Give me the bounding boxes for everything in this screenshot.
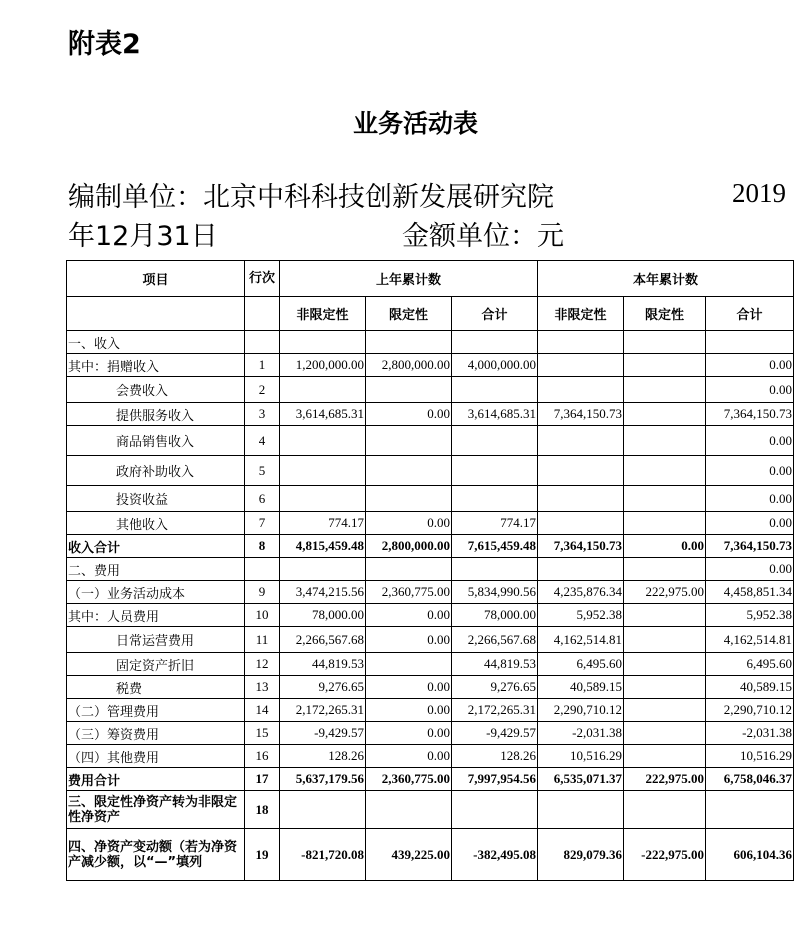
amount-cell (706, 331, 794, 354)
amount-cell: 0.00 (366, 512, 452, 535)
amount-cell: 128.26 (452, 745, 538, 768)
amount-cell: 6,495.60 (706, 653, 794, 676)
table-row (67, 331, 794, 354)
amount-cell (280, 791, 366, 829)
table-row (67, 558, 794, 581)
header-prev-unrestricted: 非限定性 (280, 297, 366, 331)
amount-cell: 0.00 (624, 535, 706, 558)
row-line-no: 3 (245, 403, 280, 426)
header-this-year: 本年累计数 (538, 261, 794, 297)
table-row (67, 604, 794, 627)
amount-cell: 0.00 (366, 745, 452, 768)
row-line-no: 19 (245, 829, 280, 881)
amount-cell: 4,162,514.81 (706, 627, 794, 653)
amount-cell (452, 377, 538, 403)
amount-cell: 7,364,150.73 (538, 403, 624, 426)
amount-cell: 6,535,071.37 (538, 768, 624, 791)
row-line-no: 4 (245, 426, 280, 456)
amount-cell (366, 377, 452, 403)
table-row (67, 722, 794, 745)
amount-cell: -2,031.38 (538, 722, 624, 745)
amount-cell: 2,266,567.68 (280, 627, 366, 653)
amount-cell (624, 456, 706, 486)
amount-cell: 774.17 (280, 512, 366, 535)
amount-cell: 40,589.15 (706, 676, 794, 699)
amount-cell: 4,235,876.34 (538, 581, 624, 604)
amount-cell (366, 558, 452, 581)
amount-cell (538, 377, 624, 403)
amount-cell (624, 354, 706, 377)
row-label: 二、费用 (67, 558, 245, 581)
amount-cell: 0.00 (366, 403, 452, 426)
amount-cell: 439,225.00 (366, 829, 452, 881)
row-label: （一）业务活动成本 (67, 581, 245, 604)
amount-cell (624, 676, 706, 699)
header-blank (67, 297, 245, 331)
row-label: 商品销售收入 (67, 426, 245, 456)
amount-cell (452, 558, 538, 581)
amount-cell (280, 377, 366, 403)
amount-cell: 7,364,150.73 (706, 403, 794, 426)
row-line-no: 5 (245, 456, 280, 486)
amount-cell: 0.00 (706, 512, 794, 535)
amount-cell: 5,834,990.56 (452, 581, 538, 604)
amount-cell (452, 331, 538, 354)
amount-cell: 4,815,459.48 (280, 535, 366, 558)
amount-cell (538, 558, 624, 581)
row-line-no: 7 (245, 512, 280, 535)
row-label: 其中：捐赠收入 (67, 354, 245, 377)
amount-cell: -222,975.00 (624, 829, 706, 881)
amount-cell: 10,516.29 (706, 745, 794, 768)
amount-cell: -9,429.57 (280, 722, 366, 745)
row-label: 提供服务收入 (67, 403, 245, 426)
amount-cell (624, 558, 706, 581)
row-line-no (245, 558, 280, 581)
amount-cell (366, 653, 452, 676)
row-line-no: 6 (245, 486, 280, 512)
amount-cell: 128.26 (280, 745, 366, 768)
amount-cell (452, 486, 538, 512)
amount-cell (452, 456, 538, 486)
amount-cell (366, 791, 452, 829)
amount-cell (280, 426, 366, 456)
table-row (67, 699, 794, 722)
amount-cell: 0.00 (366, 699, 452, 722)
amount-cell: -2,031.38 (706, 722, 794, 745)
table-row (67, 486, 794, 512)
row-line-no: 11 (245, 627, 280, 653)
amount-cell: 3,614,685.31 (280, 403, 366, 426)
amount-cell: 7,364,150.73 (538, 535, 624, 558)
amount-cell: 829,079.36 (538, 829, 624, 881)
row-label: 日常运营费用 (67, 627, 245, 653)
activity-table (66, 260, 794, 881)
amount-cell: 0.00 (706, 426, 794, 456)
amount-cell (538, 486, 624, 512)
amount-cell: 222,975.00 (624, 581, 706, 604)
amount-cell: 40,589.15 (538, 676, 624, 699)
amount-cell (624, 486, 706, 512)
amount-cell (452, 426, 538, 456)
header-this-restricted: 限定性 (624, 297, 706, 331)
amount-cell (624, 377, 706, 403)
amount-cell: -382,495.08 (452, 829, 538, 881)
amount-cell: 3,614,685.31 (452, 403, 538, 426)
amount-cell: 606,104.36 (706, 829, 794, 881)
table-row (67, 512, 794, 535)
amount-cell: 2,290,710.12 (706, 699, 794, 722)
amount-cell (538, 426, 624, 456)
header-this-total: 合计 (706, 297, 794, 331)
amount-cell (366, 486, 452, 512)
table-row (67, 676, 794, 699)
amount-cell: 2,360,775.00 (366, 581, 452, 604)
amount-cell: 9,276.65 (280, 676, 366, 699)
amount-cell: 78,000.00 (280, 604, 366, 627)
amount-cell (366, 456, 452, 486)
amount-cell: 7,615,459.48 (452, 535, 538, 558)
amount-unit: 金额单位：元 (402, 221, 564, 252)
table-row (67, 581, 794, 604)
amount-cell (624, 653, 706, 676)
row-line-no: 8 (245, 535, 280, 558)
row-line-no: 10 (245, 604, 280, 627)
table-row (67, 426, 794, 456)
amount-cell: 2,800,000.00 (366, 535, 452, 558)
table-row (67, 377, 794, 403)
row-label: 一、收入 (67, 331, 245, 354)
amount-cell: 44,819.53 (280, 653, 366, 676)
header-prev-restricted: 限定性 (366, 297, 452, 331)
amount-cell (452, 791, 538, 829)
amount-cell (624, 627, 706, 653)
table-row (67, 791, 794, 829)
header-line-no: 行次 (245, 261, 280, 297)
report-year: 2019 (732, 178, 786, 208)
amount-cell: 0.00 (706, 486, 794, 512)
table-row (67, 354, 794, 377)
amount-cell: 1,200,000.00 (280, 354, 366, 377)
amount-cell: 222,975.00 (624, 768, 706, 791)
amount-cell: 0.00 (366, 722, 452, 745)
row-line-no: 12 (245, 653, 280, 676)
row-line-no: 2 (245, 377, 280, 403)
amount-cell (624, 791, 706, 829)
row-label: 收入合计 (67, 535, 245, 558)
amount-cell: 0.00 (366, 604, 452, 627)
amount-cell (624, 403, 706, 426)
row-line-no: 1 (245, 354, 280, 377)
amount-cell: 2,172,265.31 (452, 699, 538, 722)
amount-cell (624, 426, 706, 456)
row-label: 四、净资产变动额（若为净资产减少额，以“—”填列 (67, 829, 245, 881)
amount-cell: 5,952.38 (538, 604, 624, 627)
amount-cell (706, 791, 794, 829)
amount-cell: 7,364,150.73 (706, 535, 794, 558)
amount-cell: 9,276.65 (452, 676, 538, 699)
amount-cell (624, 512, 706, 535)
header-prev-year: 上年累计数 (280, 261, 538, 297)
table-row (67, 768, 794, 791)
table-row (67, 403, 794, 426)
amount-cell: 78,000.00 (452, 604, 538, 627)
amount-cell: 2,360,775.00 (366, 768, 452, 791)
attachment-label: 附表2 (68, 29, 141, 60)
amount-cell: 0.00 (706, 377, 794, 403)
row-label: 会费收入 (67, 377, 245, 403)
amount-cell: 6,758,046.37 (706, 768, 794, 791)
amount-cell: 0.00 (366, 627, 452, 653)
header-prev-total: 合计 (452, 297, 538, 331)
row-line-no (245, 331, 280, 354)
amount-cell: 4,458,851.34 (706, 581, 794, 604)
amount-cell (624, 745, 706, 768)
row-label: 其他收入 (67, 512, 245, 535)
row-label: （二）管理费用 (67, 699, 245, 722)
row-line-no: 18 (245, 791, 280, 829)
report-date: 年12月31日 (68, 221, 218, 252)
amount-cell (538, 512, 624, 535)
header-this-unrestricted: 非限定性 (538, 297, 624, 331)
amount-cell (624, 699, 706, 722)
amount-cell (280, 456, 366, 486)
table-row (67, 535, 794, 558)
row-line-no: 14 (245, 699, 280, 722)
amount-cell: 0.00 (706, 558, 794, 581)
amount-cell: 10,516.29 (538, 745, 624, 768)
row-line-no: 16 (245, 745, 280, 768)
amount-cell: -821,720.08 (280, 829, 366, 881)
amount-cell: 4,000,000.00 (452, 354, 538, 377)
row-label: （四）其他费用 (67, 745, 245, 768)
amount-cell: 7,997,954.56 (452, 768, 538, 791)
row-label: 其中：人员费用 (67, 604, 245, 627)
amount-cell: 3,474,215.56 (280, 581, 366, 604)
row-line-no: 9 (245, 581, 280, 604)
table-row (67, 653, 794, 676)
amount-cell (538, 791, 624, 829)
amount-cell (624, 722, 706, 745)
amount-cell: 774.17 (452, 512, 538, 535)
table-row (67, 627, 794, 653)
table-row (67, 456, 794, 486)
amount-cell: 0.00 (706, 456, 794, 486)
amount-cell: 6,495.60 (538, 653, 624, 676)
amount-cell (366, 426, 452, 456)
row-label: （三）筹资费用 (67, 722, 245, 745)
amount-cell (538, 354, 624, 377)
amount-cell: 2,172,265.31 (280, 699, 366, 722)
amount-cell: 2,800,000.00 (366, 354, 452, 377)
header-item: 项目 (67, 261, 245, 297)
amount-cell: 0.00 (366, 676, 452, 699)
row-label: 三、限定性净资产转为非限定性净资产 (67, 791, 245, 829)
amount-cell (624, 604, 706, 627)
amount-cell (280, 331, 366, 354)
amount-cell (280, 486, 366, 512)
amount-cell: 2,266,567.68 (452, 627, 538, 653)
amount-cell: 0.00 (706, 354, 794, 377)
amount-cell: 44,819.53 (452, 653, 538, 676)
row-label: 固定资产折旧 (67, 653, 245, 676)
row-label: 税费 (67, 676, 245, 699)
table-row (67, 745, 794, 768)
row-line-no: 13 (245, 676, 280, 699)
row-line-no: 15 (245, 722, 280, 745)
amount-cell: -9,429.57 (452, 722, 538, 745)
amount-cell: 5,952.38 (706, 604, 794, 627)
amount-cell (538, 456, 624, 486)
amount-cell: 5,637,179.56 (280, 768, 366, 791)
amount-cell (280, 558, 366, 581)
amount-cell: 2,290,710.12 (538, 699, 624, 722)
page-title: 业务活动表 (352, 109, 478, 138)
row-line-no: 17 (245, 768, 280, 791)
amount-cell: 4,162,514.81 (538, 627, 624, 653)
row-label: 政府补助收入 (67, 456, 245, 486)
table-row (67, 829, 794, 881)
amount-cell (538, 331, 624, 354)
row-label: 投资收益 (67, 486, 245, 512)
header-blank (245, 297, 280, 331)
amount-cell (366, 331, 452, 354)
amount-cell (624, 331, 706, 354)
row-label: 费用合计 (67, 768, 245, 791)
preparer-line: 编制单位：北京中科科技创新发展研究院 (68, 182, 554, 213)
